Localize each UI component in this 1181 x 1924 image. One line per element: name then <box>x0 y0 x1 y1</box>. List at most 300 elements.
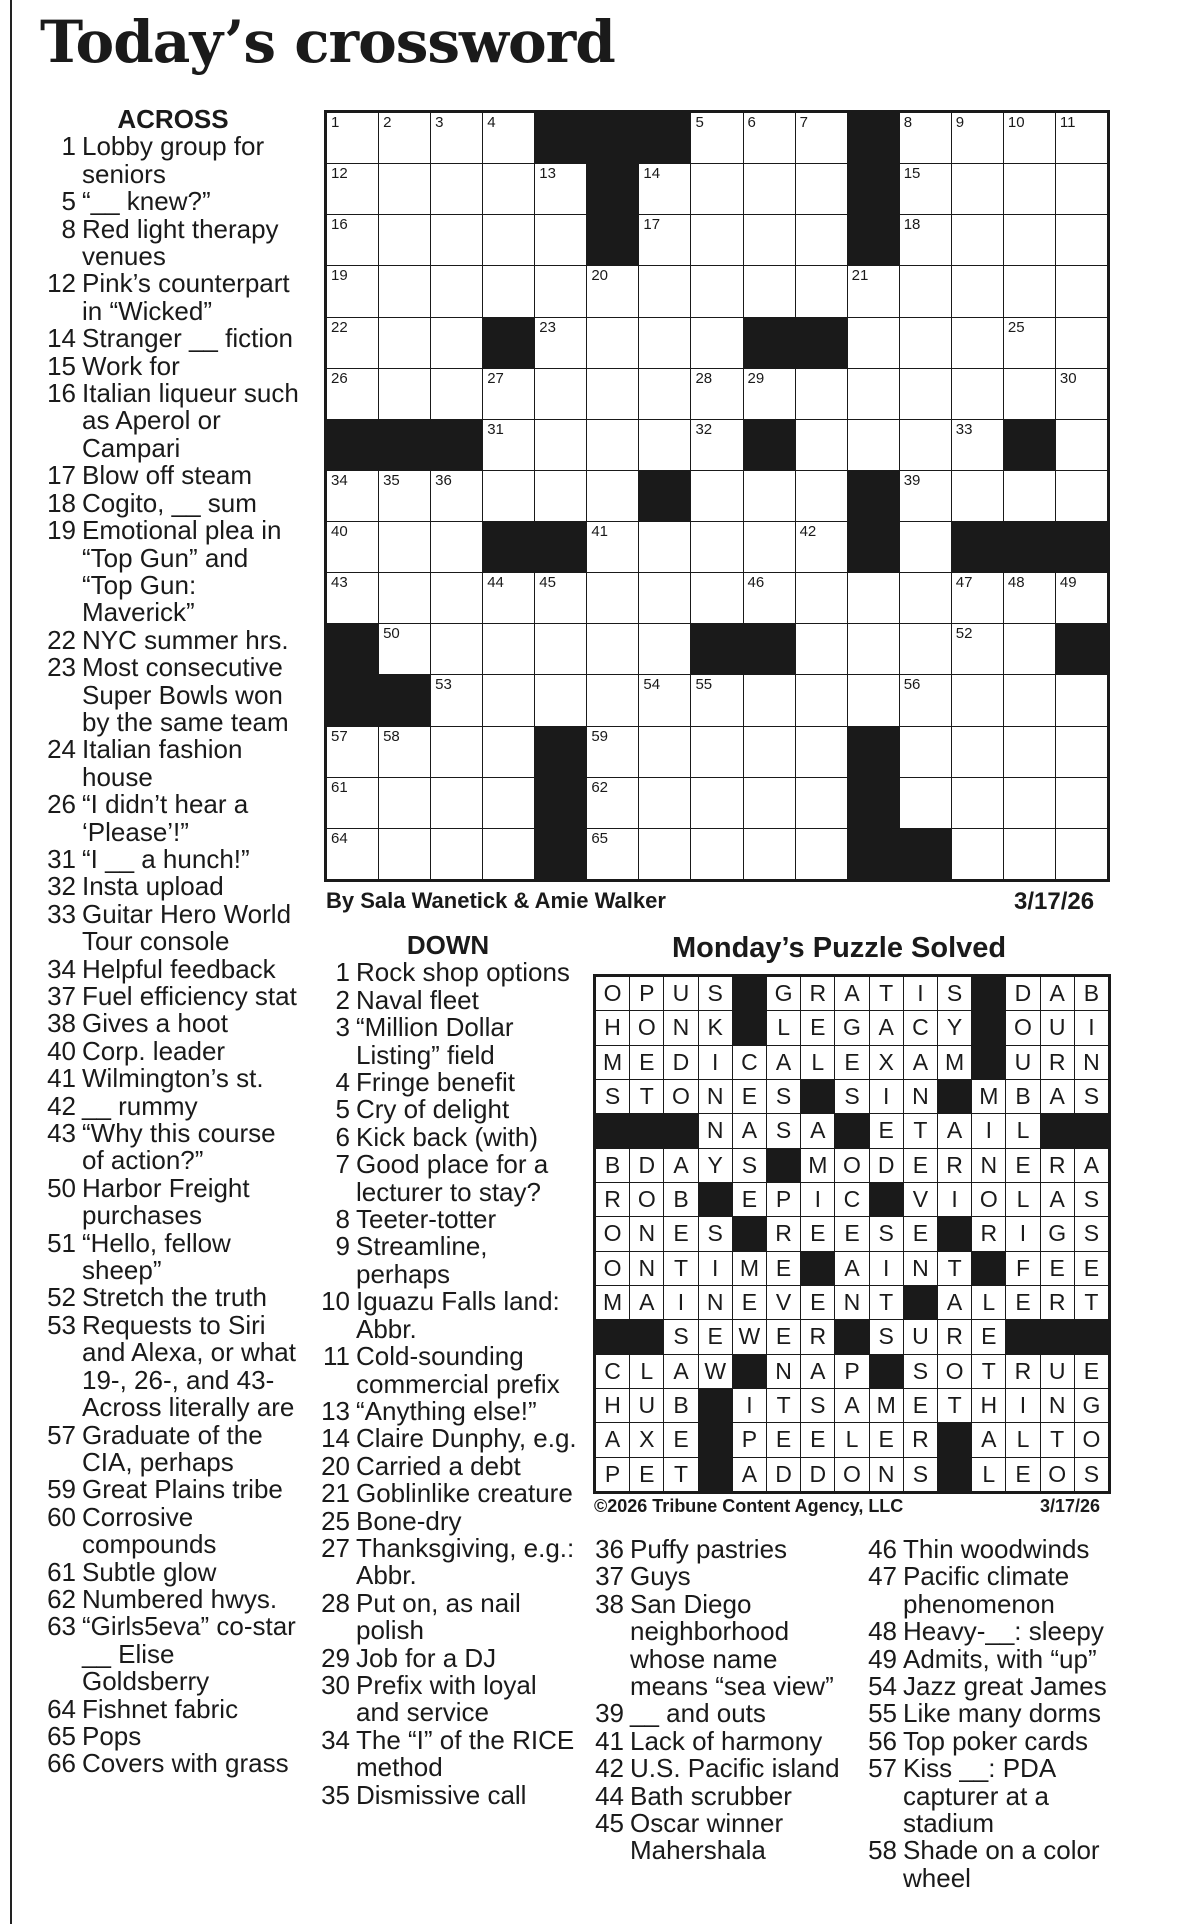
grid-cell[interactable] <box>952 727 1003 777</box>
clue-down3-55 <box>865 1700 1125 1727</box>
grid-cell[interactable] <box>327 215 378 265</box>
grid-cell[interactable] <box>848 624 899 674</box>
black-square <box>904 1286 937 1319</box>
clue-number: 38 <box>47 1008 76 1039</box>
clue-across-59 <box>44 1476 302 1503</box>
solved-cell: E <box>801 1011 834 1044</box>
grid-cell[interactable] <box>900 215 951 265</box>
solved-cell: T <box>630 1080 663 1113</box>
clue-number: 34 <box>47 953 76 984</box>
grid-cell[interactable] <box>587 471 638 521</box>
clue-number: 25 <box>321 1505 350 1536</box>
clue-down-6 <box>318 1121 578 1152</box>
grid-cell[interactable] <box>691 573 742 623</box>
black-square <box>1006 1320 1039 1353</box>
grid-cell[interactable] <box>1056 215 1107 265</box>
grid-cell[interactable] <box>1056 266 1107 316</box>
grid-cell[interactable] <box>952 369 1003 419</box>
grid-cell[interactable] <box>535 675 586 725</box>
clue-down-21 <box>318 1480 578 1507</box>
grid-cell[interactable] <box>744 573 795 623</box>
grid-cell[interactable] <box>587 829 638 879</box>
solved-cell: R <box>972 1217 1005 1250</box>
grid-cell[interactable] <box>952 624 1003 674</box>
clue-text: Graduate of the CIA, perhaps <box>82 1419 263 1477</box>
grid-cell[interactable] <box>483 215 534 265</box>
grid-cell[interactable] <box>744 522 795 572</box>
clue-text: “Million Dollar Listing” field <box>356 1012 514 1070</box>
grid-cell[interactable] <box>379 164 430 214</box>
grid-cell[interactable] <box>587 420 638 470</box>
cell-number: 61 <box>331 778 348 796</box>
solved-cell: P <box>835 1355 868 1388</box>
grid-cell[interactable] <box>848 420 899 470</box>
grid-cell[interactable] <box>744 675 795 725</box>
grid-cell[interactable] <box>483 675 534 725</box>
grid-cell[interactable] <box>1056 829 1107 879</box>
solved-cell: A <box>870 1011 903 1044</box>
clue-across-18 <box>44 487 302 518</box>
clue-down-14 <box>318 1425 578 1452</box>
grid-cell[interactable] <box>639 164 690 214</box>
grid-cell[interactable] <box>848 266 899 316</box>
grid-cell[interactable] <box>1004 829 1055 879</box>
clue-down-5 <box>318 1096 578 1123</box>
clue-text: Gives a hoot <box>82 1008 228 1039</box>
crossword-grid[interactable] <box>324 110 1110 882</box>
grid-cell[interactable] <box>952 675 1003 725</box>
grid-cell[interactable] <box>431 624 482 674</box>
grid-cell[interactable] <box>379 573 430 623</box>
grid-cell[interactable] <box>535 573 586 623</box>
grid-cell[interactable] <box>483 573 534 623</box>
grid-cell[interactable] <box>639 727 690 777</box>
grid-cell[interactable] <box>431 522 482 572</box>
solved-cell: B <box>1006 1080 1039 1113</box>
grid-cell[interactable] <box>535 318 586 368</box>
grid-cell[interactable] <box>379 471 430 521</box>
cell-number: 27 <box>487 369 504 387</box>
grid-cell[interactable] <box>952 215 1003 265</box>
grid-cell[interactable] <box>900 318 951 368</box>
grid-cell[interactable] <box>796 215 847 265</box>
grid-cell[interactable] <box>639 522 690 572</box>
grid-cell[interactable] <box>327 471 378 521</box>
grid-cell[interactable] <box>848 369 899 419</box>
grid-cell[interactable] <box>587 778 638 828</box>
grid-cell[interactable] <box>327 113 378 163</box>
grid-cell[interactable] <box>952 829 1003 879</box>
grid-cell[interactable] <box>483 727 534 777</box>
grid-cell[interactable] <box>691 420 742 470</box>
grid-cell[interactable] <box>900 369 951 419</box>
grid-cell[interactable] <box>1056 420 1107 470</box>
grid-cell[interactable] <box>327 573 378 623</box>
grid-cell[interactable] <box>744 829 795 879</box>
clue-text: Great Plains tribe <box>82 1474 283 1505</box>
grid-cell[interactable] <box>639 266 690 316</box>
clue-down-3 <box>318 1014 578 1069</box>
grid-cell[interactable] <box>744 778 795 828</box>
grid-cell[interactable] <box>848 573 899 623</box>
solved-cell: L <box>767 1011 800 1044</box>
grid-cell[interactable] <box>1004 573 1055 623</box>
grid-cell[interactable] <box>431 113 482 163</box>
solved-cell: L <box>801 1046 834 1079</box>
grid-cell[interactable] <box>327 829 378 879</box>
black-square <box>699 1183 732 1216</box>
grid-cell[interactable] <box>691 369 742 419</box>
grid-cell[interactable] <box>327 522 378 572</box>
grid-cell[interactable] <box>1056 369 1107 419</box>
clue-number: 49 <box>868 1643 897 1674</box>
clue-number: 19 <box>47 515 76 546</box>
grid-cell[interactable] <box>535 471 586 521</box>
clue-number: 56 <box>868 1725 897 1756</box>
solved-cell: P <box>767 1183 800 1216</box>
grid-cell[interactable] <box>900 420 951 470</box>
clue-down3-48 <box>865 1618 1125 1645</box>
grid-cell[interactable] <box>1004 675 1055 725</box>
grid-cell[interactable] <box>327 369 378 419</box>
grid-cell[interactable] <box>379 266 430 316</box>
solved-cell: E <box>1075 1252 1108 1285</box>
grid-cell[interactable] <box>587 522 638 572</box>
grid-cell[interactable] <box>952 266 1003 316</box>
grid-cell[interactable] <box>379 215 430 265</box>
grid-cell[interactable] <box>483 471 534 521</box>
grid-cell[interactable] <box>691 829 742 879</box>
grid-cell[interactable] <box>639 778 690 828</box>
grid-cell[interactable] <box>744 164 795 214</box>
clue-number: 41 <box>47 1063 76 1094</box>
grid-cell[interactable] <box>431 369 482 419</box>
grid-cell[interactable] <box>431 675 482 725</box>
grid-cell[interactable] <box>691 164 742 214</box>
grid-cell[interactable] <box>900 113 951 163</box>
black-square <box>870 1183 903 1216</box>
black-square <box>691 624 742 674</box>
grid-cell[interactable] <box>379 369 430 419</box>
black-square <box>699 1423 732 1456</box>
grid-cell[interactable] <box>952 420 1003 470</box>
grid-cell[interactable] <box>796 829 847 879</box>
black-square <box>938 1080 971 1113</box>
grid-cell[interactable] <box>431 266 482 316</box>
grid-cell[interactable] <box>483 624 534 674</box>
solved-cell: L <box>1006 1114 1039 1147</box>
grid-cell[interactable] <box>379 778 430 828</box>
grid-cell[interactable] <box>431 778 482 828</box>
grid-cell[interactable] <box>587 624 638 674</box>
grid-cell[interactable] <box>691 727 742 777</box>
grid-cell[interactable] <box>796 266 847 316</box>
grid-cell[interactable] <box>379 829 430 879</box>
cell-number: 36 <box>435 471 452 489</box>
solved-cell: G <box>767 977 800 1010</box>
clue-number: 6 <box>335 1121 350 1152</box>
grid-cell[interactable] <box>796 164 847 214</box>
grid-cell[interactable] <box>639 829 690 879</box>
grid-cell[interactable] <box>379 727 430 777</box>
clue-number: 52 <box>47 1282 76 1313</box>
solved-cell: E <box>733 1080 766 1113</box>
grid-cell[interactable] <box>744 471 795 521</box>
clue-text: Requests to Siri and Alexa, or what 19-, 26-, and 43-Across literally are <box>82 1309 296 1423</box>
grid-cell[interactable] <box>327 727 378 777</box>
clue-text: NYC summer hrs. <box>82 624 289 655</box>
grid-cell[interactable] <box>587 266 638 316</box>
black-square <box>1056 522 1107 572</box>
grid-cell[interactable] <box>744 369 795 419</box>
solved-cell: L <box>630 1355 663 1388</box>
grid-cell[interactable] <box>535 420 586 470</box>
cell-number: 42 <box>799 523 817 541</box>
cell-number: 5 <box>695 114 704 131</box>
black-square <box>596 1320 629 1353</box>
clue-number: 15 <box>47 350 76 381</box>
grid-cell[interactable] <box>639 318 690 368</box>
grid-cell[interactable] <box>900 727 951 777</box>
grid-cell[interactable] <box>327 778 378 828</box>
grid-cell[interactable] <box>535 369 586 419</box>
grid-cell[interactable] <box>327 318 378 368</box>
grid-cell[interactable] <box>796 369 847 419</box>
solved-cell: R <box>596 1183 629 1216</box>
solved-cell: E <box>870 1423 903 1456</box>
grid-cell[interactable] <box>431 318 482 368</box>
clue-text: Prefix with loyal and service <box>356 1669 537 1728</box>
grid-cell[interactable] <box>1004 778 1055 828</box>
clue-down3-46 <box>865 1536 1125 1563</box>
clue-number: 34 <box>321 1724 350 1755</box>
grid-cell[interactable] <box>535 624 586 674</box>
grid-cell[interactable] <box>431 215 482 265</box>
black-square <box>535 113 586 163</box>
grid-cell[interactable] <box>483 369 534 419</box>
cell-number: 18 <box>903 216 921 234</box>
grid-cell[interactable] <box>848 318 899 368</box>
grid-cell[interactable] <box>639 420 690 470</box>
cell-number: 7 <box>799 114 808 131</box>
grid-cell[interactable] <box>900 471 951 521</box>
solved-cell: A <box>1075 1149 1108 1182</box>
clue-text: __ and outs <box>630 1698 766 1729</box>
clue-across-8 <box>44 213 302 272</box>
grid-cell[interactable] <box>900 164 951 214</box>
grid-cell[interactable] <box>952 778 1003 828</box>
grid-cell[interactable] <box>691 266 742 316</box>
grid-cell[interactable] <box>900 675 951 725</box>
clue-number: 9 <box>335 1231 350 1262</box>
solved-cell: D <box>664 1046 697 1079</box>
black-square <box>1004 522 1055 572</box>
grid-cell[interactable] <box>1004 369 1055 419</box>
grid-cell[interactable] <box>952 318 1003 368</box>
grid-cell[interactable] <box>1056 675 1107 725</box>
grid-cell[interactable] <box>483 266 534 316</box>
grid-cell[interactable] <box>639 624 690 674</box>
grid-cell[interactable] <box>483 829 534 879</box>
clue-text: Lobby group for seniors <box>82 131 265 189</box>
grid-cell[interactable] <box>796 420 847 470</box>
grid-cell[interactable] <box>1056 471 1107 521</box>
grid-cell[interactable] <box>1004 215 1055 265</box>
grid-cell[interactable] <box>483 164 534 214</box>
grid-cell[interactable] <box>691 113 742 163</box>
black-square <box>1075 1320 1108 1353</box>
grid-cell[interactable] <box>796 675 847 725</box>
grid-cell[interactable] <box>1056 778 1107 828</box>
grid-cell[interactable] <box>431 471 482 521</box>
grid-cell[interactable] <box>431 164 482 214</box>
clue-text: Pops <box>82 1720 142 1751</box>
clue-text: Corp. leader <box>82 1035 226 1066</box>
grid-cell[interactable] <box>1056 727 1107 777</box>
grid-cell[interactable] <box>379 522 430 572</box>
grid-cell[interactable] <box>691 215 742 265</box>
grid-cell[interactable] <box>1004 164 1055 214</box>
grid-cell[interactable] <box>483 778 534 828</box>
solved-cell: A <box>733 1458 766 1491</box>
grid-cell[interactable] <box>796 471 847 521</box>
solved-cell: A <box>767 1046 800 1079</box>
clue-across-24 <box>44 736 302 791</box>
clue-number: 47 <box>868 1561 897 1592</box>
grid-cell[interactable] <box>639 573 690 623</box>
solved-cell: N <box>904 1080 937 1113</box>
grid-cell[interactable] <box>587 318 638 368</box>
grid-cell[interactable] <box>744 215 795 265</box>
grid-cell[interactable] <box>535 266 586 316</box>
grid-cell[interactable] <box>431 829 482 879</box>
grid-cell[interactable] <box>796 778 847 828</box>
solved-cell: L <box>1006 1183 1039 1216</box>
grid-cell[interactable] <box>587 727 638 777</box>
cell-number: 15 <box>903 165 921 183</box>
solved-cell: N <box>904 1252 937 1285</box>
grid-cell[interactable] <box>796 113 847 163</box>
black-square <box>972 977 1005 1010</box>
grid-cell[interactable] <box>848 675 899 725</box>
clue-across-61 <box>44 1556 302 1587</box>
grid-cell[interactable] <box>379 113 430 163</box>
grid-cell[interactable] <box>1004 266 1055 316</box>
grid-cell[interactable] <box>1056 573 1107 623</box>
grid-cell[interactable] <box>431 727 482 777</box>
grid-cell[interactable] <box>1056 164 1107 214</box>
clue-down2-44 <box>592 1780 854 1811</box>
grid-cell[interactable] <box>744 266 795 316</box>
grid-cell[interactable] <box>379 318 430 368</box>
grid-cell[interactable] <box>796 573 847 623</box>
grid-cell[interactable] <box>1004 471 1055 521</box>
grid-cell[interactable] <box>1056 318 1107 368</box>
grid-cell[interactable] <box>744 727 795 777</box>
grid-cell[interactable] <box>691 471 742 521</box>
grid-cell[interactable] <box>1004 624 1055 674</box>
black-square <box>630 1114 663 1147</box>
grid-cell[interactable] <box>327 266 378 316</box>
solved-cell: N <box>664 1011 697 1044</box>
solved-cell: I <box>1006 1389 1039 1422</box>
grid-cell[interactable] <box>639 369 690 419</box>
grid-cell[interactable] <box>691 522 742 572</box>
grid-cell[interactable] <box>952 113 1003 163</box>
grid-cell[interactable] <box>379 624 430 674</box>
cell-number: 3 <box>435 114 444 131</box>
grid-cell[interactable] <box>431 573 482 623</box>
cell-number: 62 <box>591 778 609 796</box>
grid-cell[interactable] <box>744 113 795 163</box>
grid-cell[interactable] <box>483 113 534 163</box>
grid-cell[interactable] <box>796 522 847 572</box>
grid-cell[interactable] <box>900 778 951 828</box>
grid-cell[interactable] <box>900 624 951 674</box>
grid-cell[interactable] <box>535 215 586 265</box>
solved-cell: T <box>664 1252 697 1285</box>
black-square <box>848 522 899 572</box>
black-square <box>535 727 586 777</box>
clue-number: 29 <box>321 1642 350 1673</box>
clue-number: 43 <box>47 1118 76 1149</box>
solved-cell: E <box>767 1320 800 1353</box>
solved-cell: U <box>664 977 697 1010</box>
grid-cell[interactable] <box>587 675 638 725</box>
grid-cell[interactable] <box>900 266 951 316</box>
grid-cell[interactable] <box>952 573 1003 623</box>
grid-cell[interactable] <box>639 215 690 265</box>
solved-cell: S <box>870 1320 903 1353</box>
black-square <box>1041 1114 1074 1147</box>
grid-cell[interactable] <box>691 675 742 725</box>
grid-cell[interactable] <box>952 164 1003 214</box>
grid-cell[interactable] <box>1056 113 1107 163</box>
black-square <box>535 778 586 828</box>
clue-number: 58 <box>868 1835 897 1866</box>
cell-number: 11 <box>1059 114 1076 131</box>
clue-text: Top poker cards <box>903 1725 1088 1756</box>
clue-number: 41 <box>595 1725 624 1756</box>
grid-cell[interactable] <box>952 471 1003 521</box>
grid-cell[interactable] <box>483 420 534 470</box>
grid-cell[interactable] <box>1004 727 1055 777</box>
black-square <box>664 1114 697 1147</box>
solved-cell: E <box>767 1423 800 1456</box>
grid-cell[interactable] <box>535 164 586 214</box>
grid-cell[interactable] <box>691 318 742 368</box>
cell-number: 56 <box>903 676 921 694</box>
grid-cell[interactable] <box>587 573 638 623</box>
clue-number: 13 <box>321 1395 350 1426</box>
grid-cell[interactable] <box>1004 318 1055 368</box>
solved-cell: M <box>938 1046 971 1079</box>
black-square <box>535 829 586 879</box>
grid-cell[interactable] <box>900 573 951 623</box>
cell-number: 50 <box>383 625 400 643</box>
grid-cell[interactable] <box>900 522 951 572</box>
grid-cell[interactable] <box>587 369 638 419</box>
cell-number: 30 <box>1059 369 1077 387</box>
grid-cell[interactable] <box>796 727 847 777</box>
grid-cell[interactable] <box>691 778 742 828</box>
grid-cell[interactable] <box>796 624 847 674</box>
grid-cell[interactable] <box>639 675 690 725</box>
cell-number: 58 <box>383 727 400 745</box>
grid-cell[interactable] <box>1004 113 1055 163</box>
grid-cell[interactable] <box>327 164 378 214</box>
solved-cell: N <box>1041 1389 1074 1422</box>
